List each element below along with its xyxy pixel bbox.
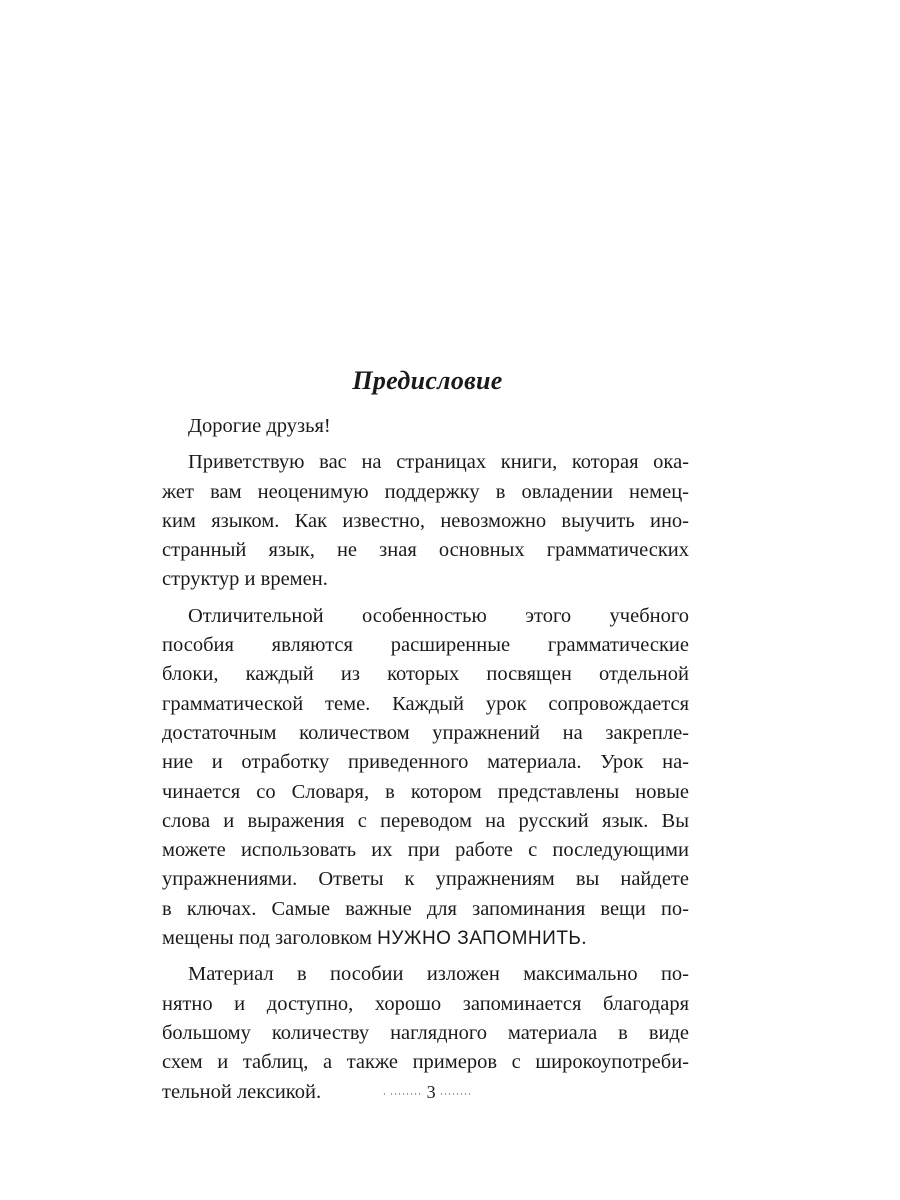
paragraph-line: странный язык, не зная основных грамматических <box>162 539 689 562</box>
paragraph-features <box>162 602 689 954</box>
paragraph-line: в ключах. Самые важные для запоминания вещи по- <box>162 897 689 920</box>
paragraph-line: ким языком. Как известно, невозможно выучить ино- <box>162 509 689 532</box>
paragraph-line: упражнениями. Ответы к упражнениям вы найдете <box>162 868 689 891</box>
paragraph-line: большому количеству наглядного материала в виде <box>162 1021 689 1044</box>
paragraph-line: ние и отработку приведенного материала. Урок на- <box>162 751 689 774</box>
greeting-line: Дорогие друзья! <box>188 415 331 437</box>
greeting-paragraph <box>162 412 689 441</box>
paragraph-line: нятно и доступно, хорошо запоминается благодаря <box>162 992 689 1015</box>
paragraph-line: жет вам неоценимую поддержку в овладении немец- <box>162 480 689 503</box>
paragraph-line: пособия являются расширенные грамматические <box>162 634 689 657</box>
paragraph-line: чинается со Словаря, в котором представлены новые <box>162 780 689 803</box>
paragraph-line-with-caps <box>162 924 689 953</box>
last-line-prefix: мещены под заголовком <box>162 927 378 950</box>
paragraph-line: можете использовать их при работе с последующими <box>162 839 689 862</box>
paragraph-line: достаточным количеством упражнений на закрепле- <box>162 721 689 744</box>
paragraph-line: схем и таблиц, а также примеров с широкоупотреби- <box>162 1051 689 1074</box>
paragraph-line: слова и выражения с переводом на русский язык. Вы <box>162 809 689 832</box>
paragraph-line: Материал в пособии изложен максимально по- <box>188 963 689 986</box>
paragraph-intro <box>162 448 689 594</box>
paragraph-line: тельной лексикой. <box>162 1080 322 1103</box>
paragraph-line: Отличительной особенностью этого учебного <box>188 604 689 627</box>
paragraph-line: структур и времен. <box>162 568 328 591</box>
paragraph-line: блоки, каждый из которых посвящен отдельной <box>162 663 689 686</box>
page-footer <box>0 1082 855 1103</box>
must-remember-heading: НУЖНО ЗАПОМНИТЬ <box>377 928 582 950</box>
body-text <box>162 412 689 1107</box>
page-title: Предисловие <box>352 366 503 395</box>
footer-dots-right: ········ <box>440 1088 473 1099</box>
paragraph-line: грамматической теме. Каждый урок сопровождается <box>162 692 689 715</box>
page-number: 3 <box>426 1082 436 1102</box>
footer-dots-left: · ········ <box>382 1088 423 1099</box>
last-line-suffix: . <box>581 927 587 950</box>
paragraph-line: Приветствую вас на страницах книги, которая ока- <box>188 451 689 474</box>
